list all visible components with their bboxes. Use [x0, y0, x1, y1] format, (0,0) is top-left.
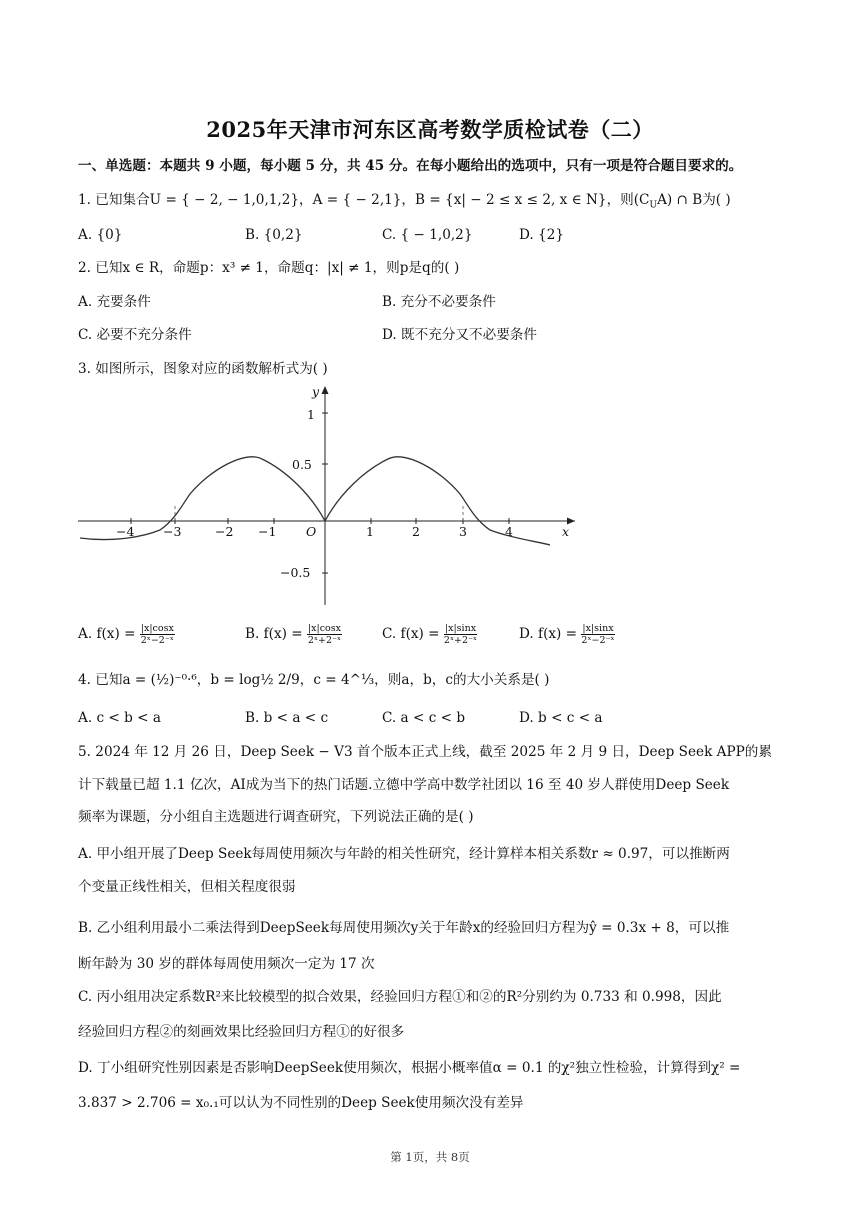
y-tick-label: 0.5	[292, 457, 312, 472]
question-2-option-a[interactable]: A. 充要条件	[78, 294, 151, 310]
y-tick-label: 1	[307, 407, 315, 422]
x-tick-label: −1	[258, 524, 277, 539]
question-4-option-c[interactable]: C. a < c < b	[382, 710, 466, 726]
question-4-option-b[interactable]: B. b < a < c	[245, 710, 329, 726]
question-1-option-c[interactable]: C. { − 1,0,2}	[382, 227, 473, 243]
section-heading: 一、单选题：本题共 9 小题，每小题 5 分，共 45 分。在每小题给出的选项中，只有一项是符合题目要求的。	[78, 158, 743, 174]
question-2-option-c[interactable]: C. 必要不充分条件	[78, 327, 192, 343]
x-tick-label: −2	[215, 524, 234, 539]
question-1-stem: 1. 已知集合U = { − 2, − 1,0,1,2}，A = { − 2,1}，B = {x| − 2 ≤ x ≤ 2, x ∈ N}，则$(C_UA)$ ∩ B为( )	[78, 192, 731, 211]
x-tick-label: −3	[163, 524, 182, 539]
question-4-option-d[interactable]: D. b < c < a	[519, 710, 603, 726]
question-1-option-d[interactable]: D. {2}	[519, 227, 565, 243]
option-line: B. 乙小组利用最小二乘法得到DeepSeek每周使用频次y关于年龄x的经验回归方程为ŷ = 0.3x + 8，可以推	[78, 920, 730, 936]
x-tick-label: −4	[116, 524, 135, 539]
question-2-option-b[interactable]: B. 充分不必要条件	[382, 294, 496, 310]
question-5-stem-line: 5. 2024 年 12 月 26 日，Deep Seek − V3 首个版本正式上线，截至 2025 年 2 月 9 日，Deep Seek APP的累	[78, 744, 772, 760]
x-tick-label: 1	[366, 524, 374, 539]
question-3-option-d[interactable]: D. f(x) = $\frac{|x|\sin x}{\text{2ˣ−2⁻ˣ}}$	[519, 623, 615, 646]
x-axis-label: x	[562, 524, 570, 539]
y-axis-label: y	[312, 384, 320, 399]
option-line: 个变量正线性相关，但相关程度很弱	[78, 879, 296, 895]
y-tick-label: −0.5	[280, 565, 311, 580]
question-5-stem-line: 计下载量已超 1.1 亿次，AI成为当下的热门话题.立德中学高中数学社团以 16 至 40 岁人群使用Deep Seek	[78, 777, 730, 793]
fraction: $\frac{|x|\cos x}{\text{2ˣ+2⁻ˣ}}$	[307, 623, 342, 646]
question-3-option-b[interactable]: B. f(x) = $\frac{|x|\cos x}{\text{2ˣ+2⁻ˣ}}$	[245, 623, 342, 646]
fraction: $\frac{|x|\cos x}{\text{2ˣ−2⁻ˣ}}$	[140, 623, 174, 646]
exam-title: 2025年天津市河东区高考数学质检试卷（二）	[206, 117, 654, 142]
question-3-stem: 3. 如图所示，图象对应的函数解析式为( )	[78, 361, 328, 377]
question-1-option-b[interactable]: B. {0,2}	[245, 227, 303, 243]
question-4-option-a[interactable]: A. c < b < a	[78, 710, 161, 726]
question-3-option-a[interactable]: A. f(x) = $\frac{|x|\cos x}{\text{2ˣ−2⁻ˣ}}$	[78, 623, 174, 646]
question-2-stem: 2. 已知x ∈ R，命题p：x³ ≠ 1，命题q：|x| ≠ 1，则p是q的( )	[78, 260, 460, 276]
question-1-option-a[interactable]: A. {0}	[78, 227, 123, 243]
question-2-option-d[interactable]: D. 既不充分又不必要条件	[382, 327, 537, 343]
option-line: 断年龄为 30 岁的群体每周使用频次一定为 17 次	[78, 956, 375, 972]
fraction: $\frac{|x|\sin x}{\text{2ˣ−2⁻ˣ}}$	[581, 623, 615, 646]
option-line: C. 丙小组用决定系数R²来比较模型的拟合效果，经验回归方程①和②的R²分别约为 0.733 和 0.998，因此	[78, 989, 722, 1005]
question-3-option-c[interactable]: C. f(x) = $\frac{|x|\sin x}{\text{2ˣ+2⁻ˣ}}$	[382, 623, 478, 646]
option-line: D. 丁小组研究性别因素是否影响DeepSeek使用频次，根据小概率值α = 0.1 的χ²独立性检验，计算得到χ² =	[78, 1060, 741, 1076]
question-5-stem-line: 频率为课题，分小组自主选题进行调查研究，下列说法正确的是( )	[78, 809, 474, 825]
question-4-stem: 4. 已知a = (½)⁻⁰·⁶，b = log½ 2/9，c = 4^⅓，则a，b，c的大小关系是( )	[78, 672, 550, 688]
x-tick-label: 4	[505, 524, 513, 539]
function-graph	[70, 380, 590, 610]
option-line: A. 甲小组开展了Deep Seek每周使用频次与年龄的相关性研究，经计算样本相关系数r ≈ 0.97，可以推断两	[78, 846, 730, 862]
x-tick-label: 2	[412, 524, 420, 539]
page-footer: 第 1页，共 8页	[390, 1150, 470, 1164]
y-axis-arrow-icon	[322, 386, 329, 394]
option-line: 经验回归方程②的刻画效果比经验回归方程①的好很多	[78, 1024, 405, 1040]
fraction: $\frac{|x|\sin x}{\text{2ˣ+2⁻ˣ}}$	[443, 623, 478, 646]
x-tick-label: 3	[459, 524, 467, 539]
origin-label: O	[306, 524, 317, 539]
option-line: 3.837 > 2.706 = x₀.₁可以认为不同性别的Deep Seek使用频次没有差异	[78, 1095, 524, 1111]
